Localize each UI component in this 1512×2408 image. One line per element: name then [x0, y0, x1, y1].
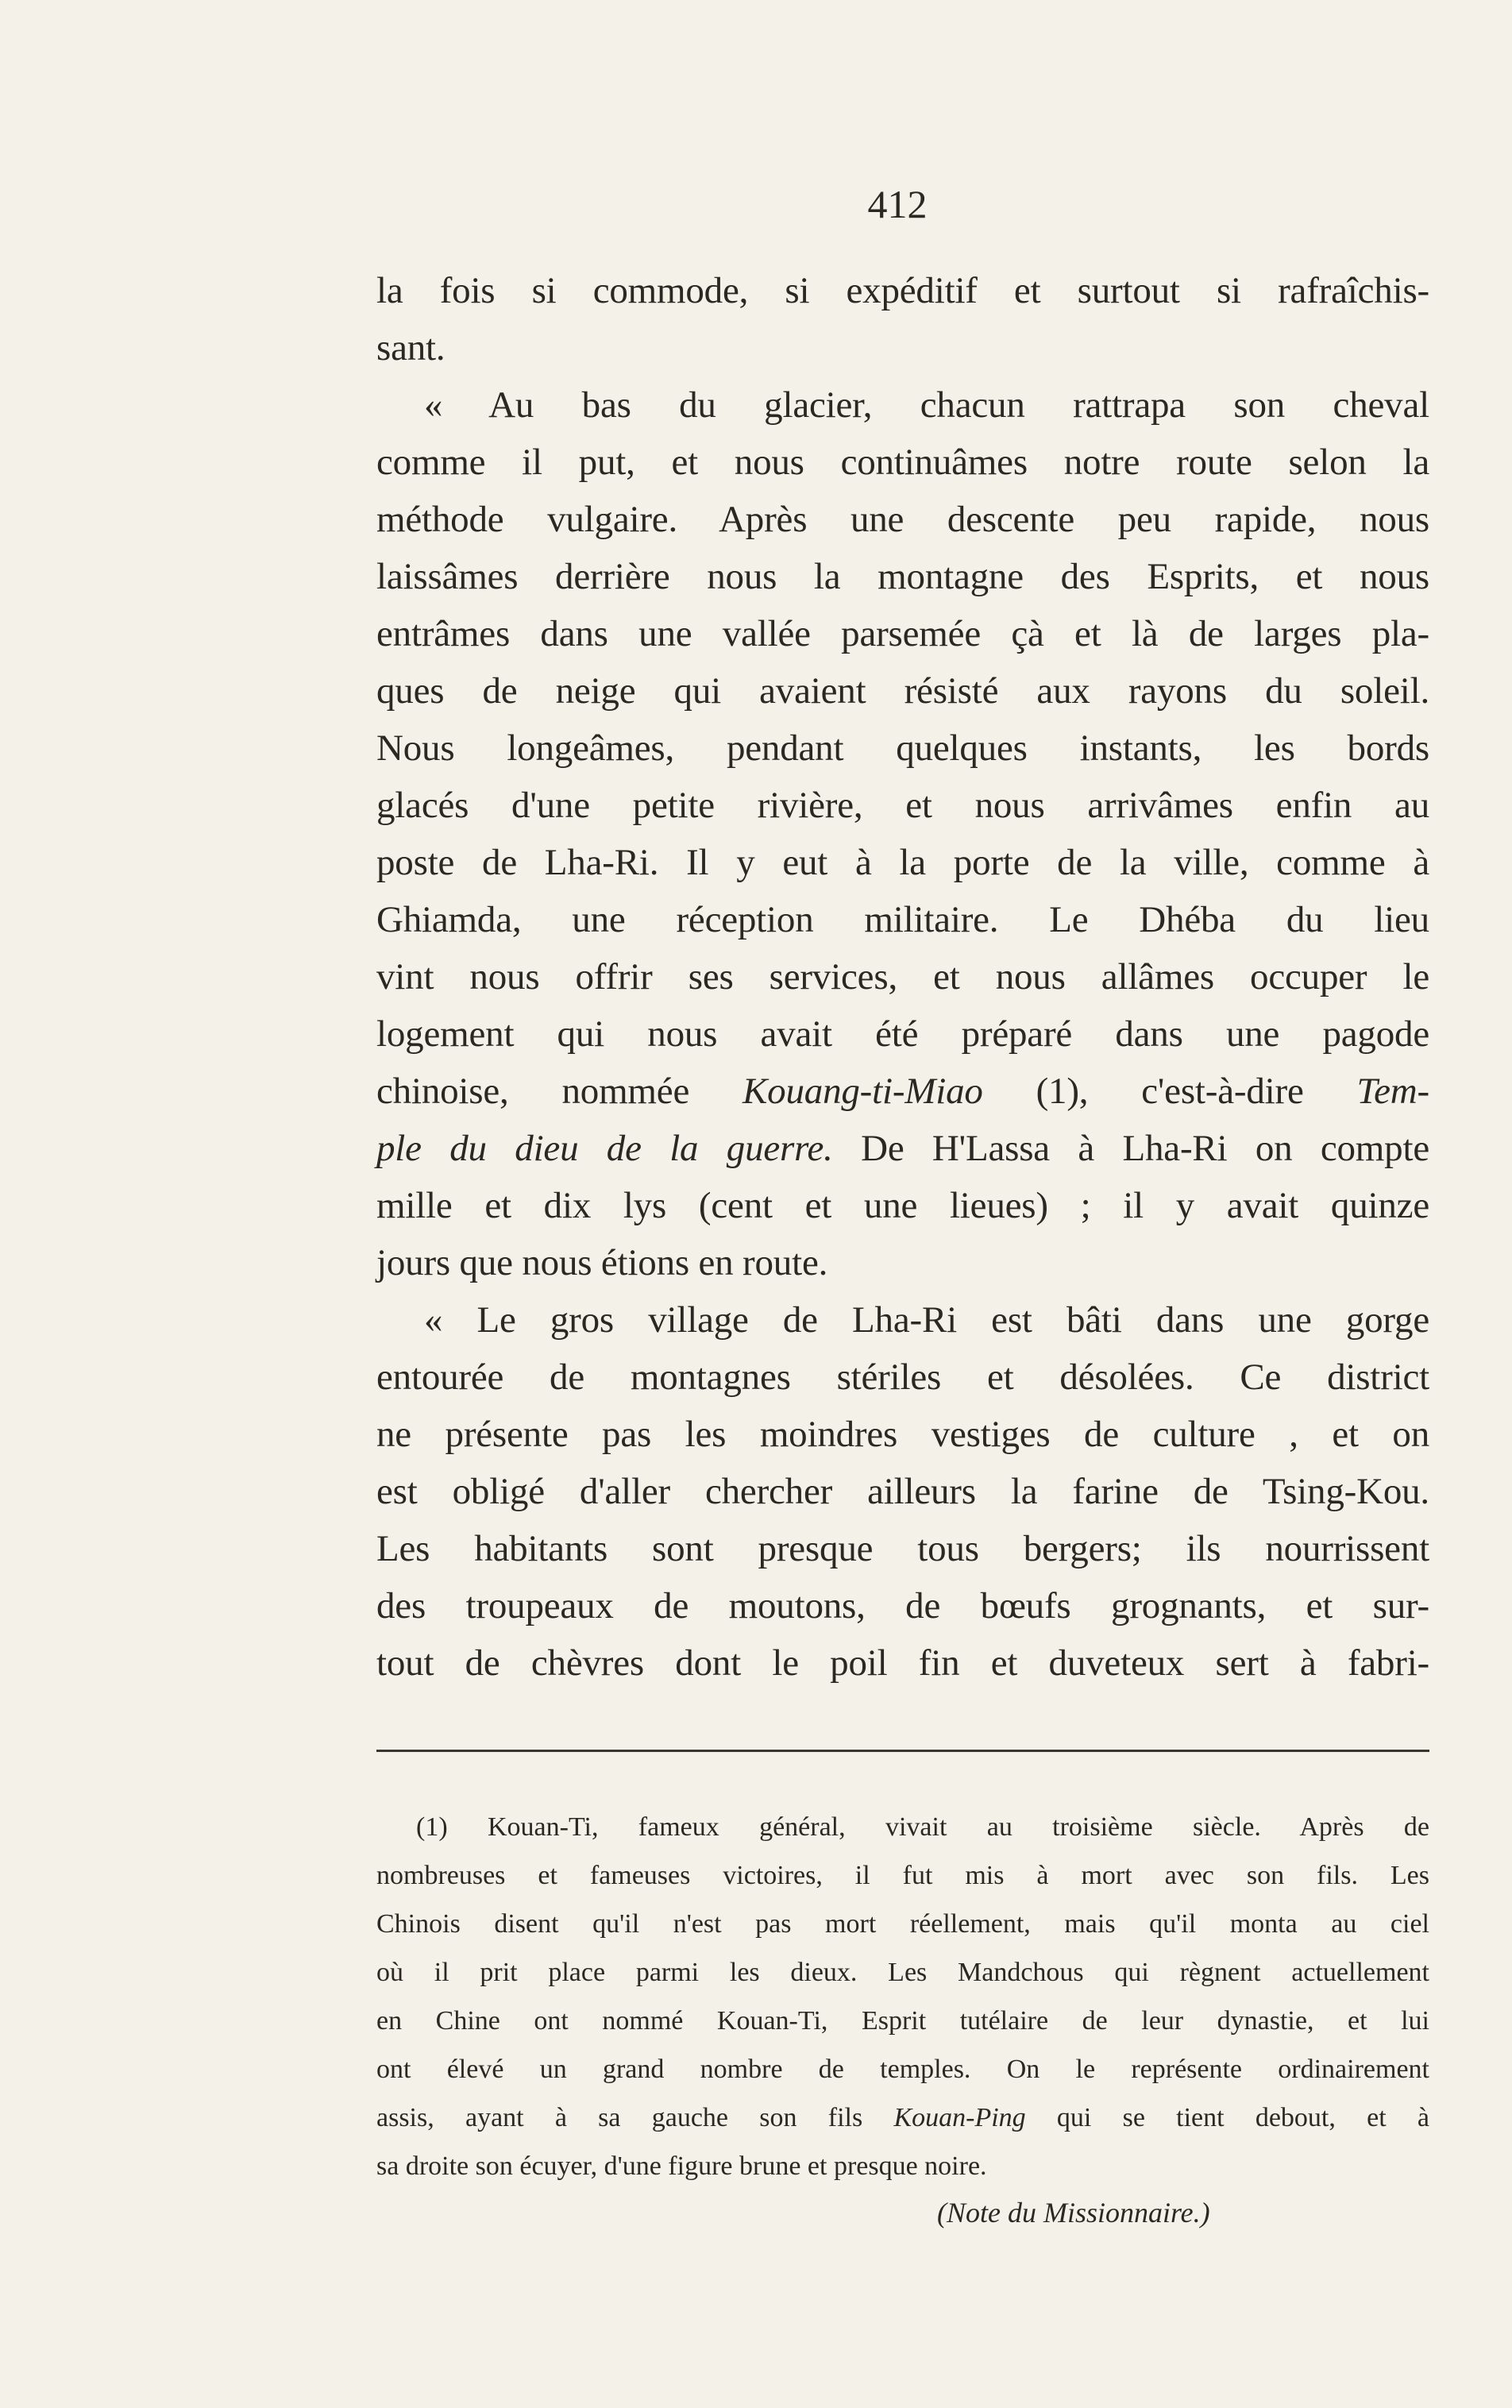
- text-segment: « Le gros village de Lha-Ri est bâti dans une gorge: [424, 1299, 1429, 1341]
- page-number: 412: [867, 182, 928, 226]
- text-line: [376, 891, 1429, 948]
- text-line: [376, 662, 1429, 720]
- text-segment: mille et dix lys (cent et une lieues) ; il y avait quinze: [376, 1185, 1429, 1226]
- text-line: [376, 1577, 1429, 1634]
- text-segment: De H'Lassa à Lha-Ri on compte: [832, 1128, 1429, 1169]
- text-segment: tout de chèvres dont le poil fin et duveteux sert à fabri-: [376, 1642, 1429, 1684]
- text-line: [376, 1005, 1429, 1063]
- footnote-attribution: (Note du Missionnaire.): [937, 2197, 1210, 2229]
- text-segment: entourée de montagnes stériles et désolées. Ce district: [376, 1356, 1429, 1398]
- text-segment: assis, ayant à sa gauche son fils: [376, 2103, 894, 2132]
- text-line: [376, 605, 1429, 662]
- text-segment: Les habitants sont presque tous bergers; ils nourrissent: [376, 1528, 1429, 1569]
- text-segment: (1) Kouan-Ti, fameux général, vivait au troisième siècle. Après de: [416, 1812, 1429, 1842]
- text-segment: entrâmes dans une vallée parsemée çà et là de larges pla-: [376, 613, 1429, 654]
- footnote-divider: [376, 1750, 1429, 1752]
- text-line: [376, 1634, 1429, 1692]
- text-segment: Chinois disent qu'il n'est pas mort réellement, mais qu'il monta au ciel: [376, 1909, 1429, 1939]
- text-segment: logement qui nous avait été préparé dans une pagode: [376, 1013, 1429, 1055]
- text-line: [376, 548, 1429, 605]
- text-segment: laissâmes derrière nous la montagne des Esprits, et nous: [376, 556, 1429, 597]
- text-segment: où il prit place parmi les dieux. Les Mandchous qui règnent actuellement: [376, 1958, 1429, 1987]
- body-text: [376, 262, 1429, 1692]
- text-line: [376, 1177, 1429, 1234]
- text-segment: comme il put, et nous continuâmes notre route selon la: [376, 442, 1429, 483]
- text-line: [376, 1291, 1429, 1349]
- italic-text: Kouan-Ping: [893, 2103, 1026, 2132]
- text-segment: des troupeaux de moutons, de bœufs grognants, et sur-: [376, 1585, 1429, 1627]
- text-line: [376, 376, 1429, 434]
- footnote: [376, 1803, 1429, 2190]
- text-line: [376, 948, 1429, 1005]
- text-segment: qui se tient debout, et à: [1025, 2103, 1429, 2132]
- footnote-line: [376, 1948, 1429, 1997]
- text-segment: jours que nous étions en route.: [376, 1242, 828, 1283]
- text-segment: sant.: [376, 327, 446, 369]
- text-line: [376, 319, 1429, 376]
- text-segment: méthode vulgaire. Après une descente peu rapide, nous: [376, 499, 1429, 540]
- footnote-line: [376, 2093, 1429, 2142]
- text-line: [376, 720, 1429, 777]
- text-line: [376, 1406, 1429, 1463]
- text-line: [376, 491, 1429, 548]
- text-segment: ques de neige qui avaient résisté aux rayons du soleil.: [376, 670, 1429, 712]
- footnote-line: [376, 2142, 1429, 2190]
- text-line: [376, 434, 1429, 491]
- text-line: [376, 777, 1429, 834]
- text-segment: vint nous offrir ses services, et nous allâmes occuper le: [376, 956, 1429, 998]
- text-segment: poste de Lha-Ri. Il y eut à la porte de la ville, comme à: [376, 842, 1429, 883]
- text-segment: glacés d'une petite rivière, et nous arrivâmes enfin au: [376, 785, 1429, 826]
- footnote-line: [376, 1900, 1429, 1948]
- text-line: [376, 834, 1429, 891]
- text-segment: sa droite son écuyer, d'une figure brune et presque noire.: [376, 2151, 987, 2181]
- text-segment: Nous longeâmes, pendant quelques instants, les bords: [376, 727, 1429, 769]
- text-line: [376, 1349, 1429, 1406]
- text-segment: en Chine ont nommé Kouan-Ti, Esprit tutélaire de leur dynastie, et lui: [376, 2006, 1429, 2036]
- italic-text: ple du dieu de la guerre.: [376, 1128, 833, 1169]
- text-line: [376, 262, 1429, 319]
- text-line: [376, 1463, 1429, 1520]
- footnote-line: [376, 2045, 1429, 2093]
- italic-text: Kouang-ti-Miao: [742, 1071, 983, 1112]
- text-segment: (1), c'est-à-dire: [982, 1071, 1357, 1112]
- text-line: [376, 1234, 1429, 1291]
- text-segment: est obligé d'aller chercher ailleurs la farine de Tsing-Kou.: [376, 1471, 1429, 1512]
- text-line: [376, 1063, 1429, 1120]
- text-segment: Ghiamda, une réception militaire. Le Dhéba du lieu: [376, 899, 1429, 940]
- text-segment: chinoise, nommée: [376, 1071, 743, 1112]
- text-segment: la fois si commode, si expéditif et surtout si rafraîchis-: [376, 270, 1429, 311]
- text-line: [376, 1120, 1429, 1177]
- footnote-line: [376, 1803, 1429, 1851]
- text-line: [376, 1520, 1429, 1577]
- italic-text: Tem-: [1356, 1071, 1429, 1112]
- text-segment: ne présente pas les moindres vestiges de culture , et on: [376, 1414, 1429, 1455]
- footnote-line: [376, 1997, 1429, 2045]
- footnote-line: [376, 1851, 1429, 1900]
- text-segment: ont élevé un grand nombre de temples. On le représente ordinairement: [376, 2055, 1429, 2084]
- text-segment: « Au bas du glacier, chacun rattrapa son cheval: [424, 384, 1429, 426]
- text-segment: nombreuses et fameuses victoires, il fut mis à mort avec son fils. Les: [376, 1861, 1429, 1890]
